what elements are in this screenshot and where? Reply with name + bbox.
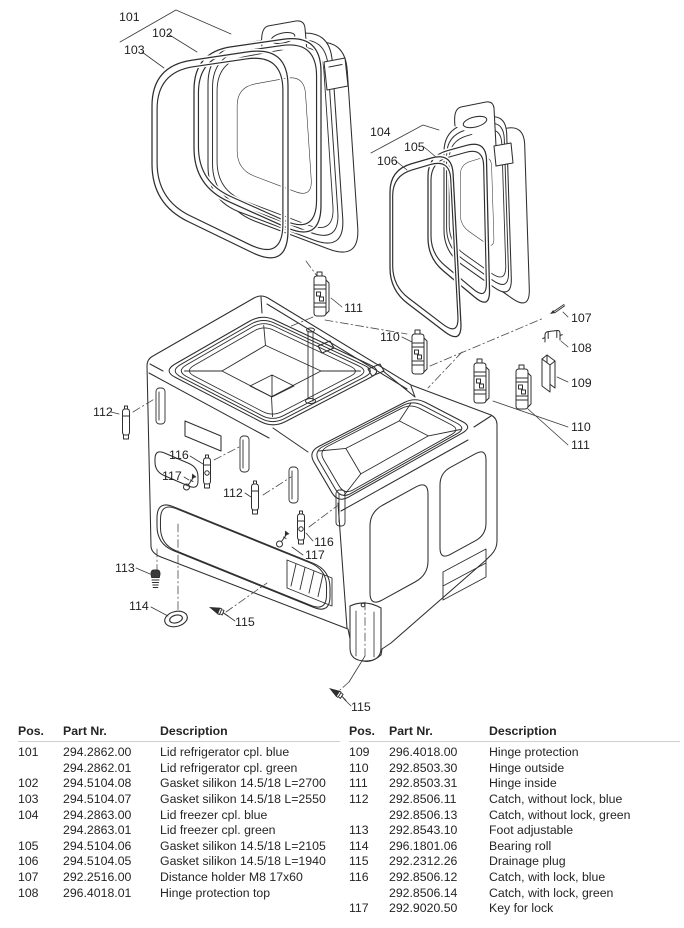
cell-part: 294.5104.05 xyxy=(63,854,132,869)
col-header-pos: Pos. xyxy=(18,724,44,738)
table-row xyxy=(18,792,340,808)
table-row xyxy=(349,823,680,839)
cell-desc: Catch, without lock, blue xyxy=(489,791,623,806)
table-row xyxy=(18,745,340,761)
cell-part: 296.4018.00 xyxy=(389,745,458,759)
hinge-protection-top-108 xyxy=(543,330,563,342)
callout-110-right: 110 xyxy=(571,420,591,434)
callout-104: 104 xyxy=(370,125,391,139)
callout-115-bottom: 115 xyxy=(351,700,371,714)
callout-115: 115 xyxy=(235,615,255,629)
corner-foot xyxy=(350,603,381,661)
cell-desc: Lid freezer cpl. blue xyxy=(160,807,268,822)
cell-desc: Distance holder M8 17x60 xyxy=(160,870,303,885)
cell-part: 296.4018.01 xyxy=(63,885,132,900)
cell-desc: Gasket silikon 14.5/18 L=2105 xyxy=(160,838,326,853)
col-header-part: Part Nr. xyxy=(63,724,107,738)
hinge-protection-109 xyxy=(542,355,555,392)
table-row xyxy=(18,823,340,839)
cell-part: 292.8506.11 xyxy=(389,791,457,806)
cell-desc: Hinge outside xyxy=(489,760,565,775)
cell-desc: Lid freezer cpl. green xyxy=(160,823,276,838)
cell-pos: 113 xyxy=(349,823,369,838)
callout-102: 102 xyxy=(152,26,173,40)
cell-part: 294.2862.00 xyxy=(63,745,132,759)
catch-with-lock-116-upper xyxy=(204,455,211,488)
callout-101: 101 xyxy=(119,10,140,24)
bearing-roll-114 xyxy=(163,609,189,629)
cell-pos: 108 xyxy=(18,885,39,900)
cell-desc: Hinge protection xyxy=(489,745,579,759)
callout-111: 111 xyxy=(344,301,363,315)
cell-pos: 115 xyxy=(349,854,369,869)
cell-desc: Hinge protection top xyxy=(160,885,271,900)
cell-part: 292.2312.26 xyxy=(389,854,458,869)
cell-desc: Key for lock xyxy=(489,901,554,916)
cell-pos: 106 xyxy=(18,854,39,869)
callout-107: 107 xyxy=(571,311,592,325)
lid-latch-freezer xyxy=(494,143,513,166)
cell-part: 294.2863.01 xyxy=(63,823,132,838)
cell-pos: 107 xyxy=(18,870,39,885)
cell-pos xyxy=(349,808,389,824)
cell-desc: Lid refrigerator cpl. green xyxy=(160,760,298,775)
distance-holder-107 xyxy=(550,305,565,315)
cell-pos: 104 xyxy=(18,807,39,822)
table-row xyxy=(18,870,340,886)
cell-pos xyxy=(349,886,389,902)
cell-desc: Gasket silikon 14.5/18 L=1940 xyxy=(160,854,326,869)
cell-part: 292.8506.13 xyxy=(389,807,458,822)
drainage-plug-115 xyxy=(208,604,230,619)
col-header-desc: Description xyxy=(489,724,557,738)
hinge-inside-111-right xyxy=(516,365,531,409)
table-row xyxy=(18,854,340,870)
callout-106: 106 xyxy=(377,154,398,168)
cell-pos xyxy=(18,761,63,777)
table-row xyxy=(349,761,680,777)
catch-112-middle xyxy=(252,481,259,514)
hinge-outside-110 xyxy=(412,330,427,374)
cell-part: 292.8543.10 xyxy=(389,823,458,838)
callout-117-lower: 117 xyxy=(305,548,325,562)
table-row xyxy=(349,854,680,870)
cell-desc: Catch, with lock, green xyxy=(489,885,614,900)
hinge-outside-110-right xyxy=(474,359,489,403)
cell-part: 294.5104.07 xyxy=(63,791,132,806)
cell-pos: 103 xyxy=(18,791,39,806)
table-row xyxy=(349,745,680,761)
cell-pos: 116 xyxy=(349,870,369,885)
cell-pos xyxy=(18,823,63,839)
callout-112-middle: 112 xyxy=(223,486,243,500)
callout-109: 109 xyxy=(571,376,592,390)
cell-desc: Gasket silikon 14.5/18 L=2700 xyxy=(160,776,326,791)
lid-latch xyxy=(324,58,348,90)
callout-105: 105 xyxy=(404,140,425,154)
cell-part: 292.9020.50 xyxy=(389,901,458,916)
callout-103: 103 xyxy=(124,43,145,57)
table-row xyxy=(349,792,680,808)
table-row xyxy=(18,808,340,824)
table-row xyxy=(349,808,680,824)
cell-part: 292.8503.30 xyxy=(389,760,458,775)
table-row xyxy=(18,776,340,792)
cell-pos: 110 xyxy=(349,760,369,775)
catch-112-left xyxy=(123,406,130,439)
hinge-inside-111 xyxy=(314,272,329,316)
parts-table-right xyxy=(349,723,680,917)
cell-part: 294.2863.00 xyxy=(63,807,132,822)
callout-112-left: 112 xyxy=(93,405,113,419)
cell-pos: 112 xyxy=(349,791,369,806)
cell-part: 292.2516.00 xyxy=(63,870,132,885)
table-row xyxy=(18,839,340,855)
table-row xyxy=(18,761,340,777)
cell-desc: Foot adjustable xyxy=(489,823,574,838)
cell-desc: Lid refrigerator cpl. blue xyxy=(160,745,290,759)
table-row xyxy=(349,901,680,917)
cell-desc: Gasket silikon 14.5/18 L=2550 xyxy=(160,791,326,806)
cell-part: 292.8506.12 xyxy=(389,870,458,885)
callout-116-lower: 116 xyxy=(314,535,334,549)
cell-part: 294.5104.08 xyxy=(63,776,132,791)
table-row xyxy=(18,886,340,902)
cell-pos: 102 xyxy=(18,776,39,791)
table-row xyxy=(349,776,680,792)
callout-116-upper: 116 xyxy=(169,448,189,462)
cell-part: 292.8506.14 xyxy=(389,885,458,900)
parts-table-left xyxy=(18,723,340,901)
callout-110: 110 xyxy=(380,330,400,344)
col-header-pos: Pos. xyxy=(349,724,375,738)
table-header xyxy=(18,723,340,742)
cell-pos: 109 xyxy=(349,745,370,759)
callout-113: 113 xyxy=(115,561,135,575)
cell-part: 296.1801.06 xyxy=(389,838,458,853)
cell-pos: 117 xyxy=(349,901,369,916)
table-row xyxy=(349,839,680,855)
callout-117-upper: 117 xyxy=(162,469,182,483)
cell-desc: Catch, without lock, green xyxy=(489,807,631,822)
catch-with-lock-116-lower xyxy=(298,511,305,544)
col-header-part: Part Nr. xyxy=(389,724,433,738)
cell-desc: Drainage plug xyxy=(489,854,566,869)
cell-part: 294.2862.01 xyxy=(63,760,132,775)
cell-part: 294.5104.06 xyxy=(63,838,132,853)
cell-pos: 111 xyxy=(349,776,368,791)
cell-part: 292.8503.31 xyxy=(389,776,458,791)
cell-desc: Hinge inside xyxy=(489,776,557,791)
table-row xyxy=(349,870,680,886)
cell-desc: Catch, with lock, blue xyxy=(489,870,606,885)
callout-111-right: 111 xyxy=(571,438,590,452)
table-header xyxy=(349,723,680,742)
cell-pos: 101 xyxy=(18,745,39,759)
callout-108: 108 xyxy=(571,341,592,355)
callout-114: 114 xyxy=(129,599,149,613)
table-row xyxy=(349,886,680,902)
foot-adjustable-113 xyxy=(151,570,160,588)
cell-desc: Bearing roll xyxy=(489,838,552,853)
cell-pos: 114 xyxy=(349,838,369,853)
cooler-box-body xyxy=(147,296,497,662)
cell-pos: 105 xyxy=(18,838,39,853)
col-header-desc: Description xyxy=(160,724,228,738)
